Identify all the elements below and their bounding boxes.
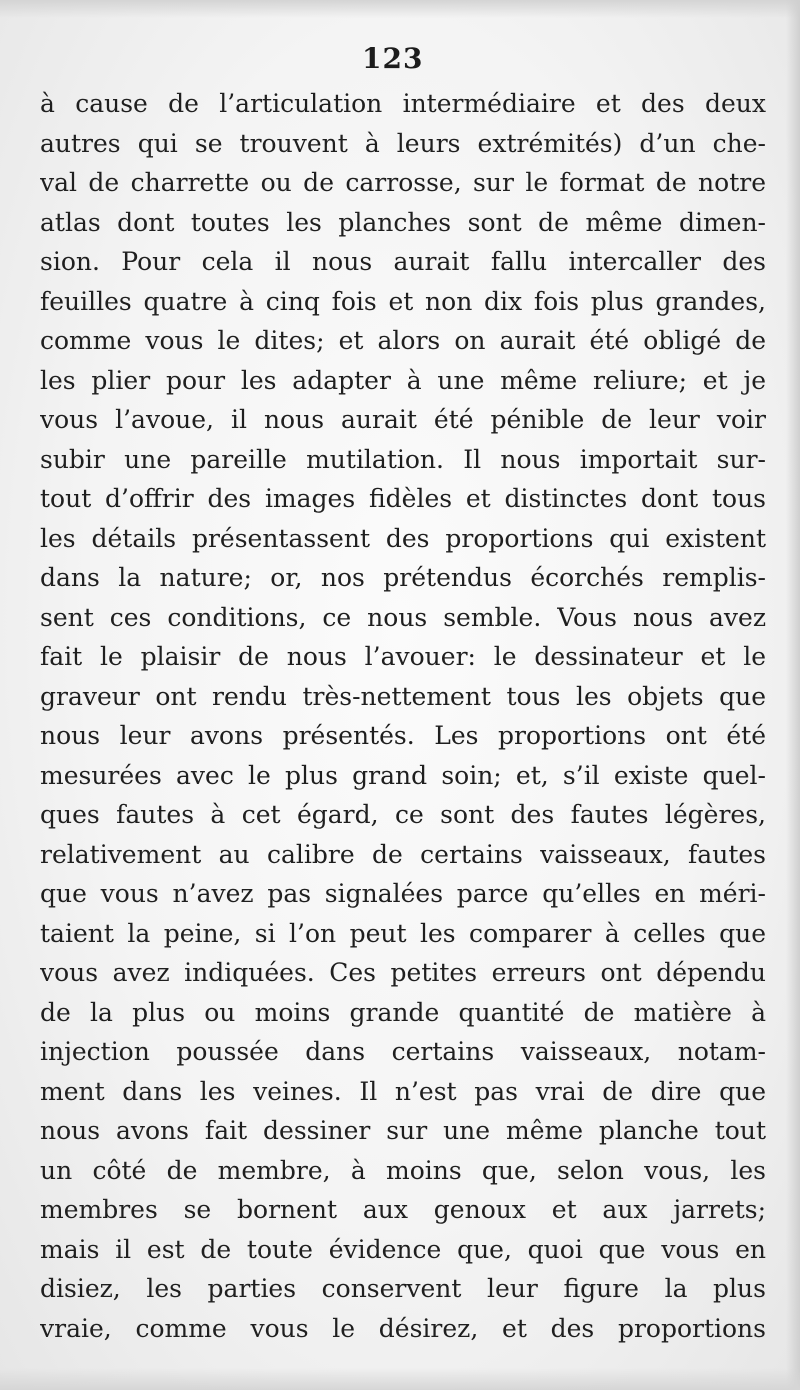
text-line: atlas dont toutes les planches sont de même dimen- — [40, 207, 766, 237]
text-line: fait le plaisir de nous l’avouer: le dessinateur et le — [40, 642, 766, 671]
text-line: val de charrette ou de carrosse, sur le format de notre — [40, 168, 766, 197]
text-line: vous avez indiquées. Ces petites erreurs ont dépendu — [40, 958, 766, 987]
text-line: à cause de l’articulation intermédiaire et des deux — [40, 89, 766, 118]
page-number: 123 — [362, 42, 424, 75]
text-line: sent ces conditions, ce nous semble. Vous nous avez — [40, 602, 766, 632]
text-line: que vous n’avez pas signalées parce qu’elles en méri- — [40, 879, 766, 908]
body-text — [40, 84, 766, 1348]
text-line: injection poussée dans certains vaisseaux, notam- — [40, 1037, 766, 1066]
text-line: comme vous le dites; et alors on aurait été obligé de — [40, 326, 766, 355]
text-line: dans la nature; or, nos prétendus écorchés remplis- — [40, 563, 766, 592]
text-line: les plier pour les adapter à une même reliure; et je — [40, 365, 766, 395]
text-line: de la plus ou moins grande quantité de matière à — [40, 997, 766, 1027]
text-line: tout d’offrir des images fidèles et distinctes dont tous — [40, 484, 766, 513]
text-line: graveur ont rendu très-nettement tous les objets que — [40, 681, 766, 711]
text-line: vous l’avoue, il nous aurait été pénible de leur voir — [40, 405, 766, 434]
text-line: autres qui se trouvent à leurs extrémités) d’un che- — [40, 128, 766, 158]
text-line: vraie, comme vous le désirez, et des proportions — [40, 1313, 766, 1343]
text-line: sion. Pour cela il nous aurait fallu intercaller des — [40, 247, 766, 276]
page-top-shadow — [0, 0, 800, 18]
text-line: ques fautes à cet égard, ce sont des fautes légères, — [40, 800, 766, 829]
text-line: un côté de membre, à moins que, selon vous, les — [40, 1155, 766, 1185]
page-bottom-shadow — [0, 1368, 800, 1390]
text-line: nous leur avons présentés. Les proportions ont été — [40, 721, 766, 750]
text-line: membres se bornent aux genoux et aux jarrets; — [40, 1195, 766, 1224]
text-line: les détails présentassent des proportions qui existent — [40, 523, 766, 553]
text-line: nous avons fait dessiner sur une même planche tout — [40, 1116, 766, 1145]
page-right-shadow — [786, 0, 800, 1390]
text-line: mesurées avec le plus grand soin; et, s’il existe quel- — [40, 760, 766, 790]
text-line: disiez, les parties conservent leur figure la plus — [40, 1274, 766, 1303]
text-line: mais il est de toute évidence que, quoi que vous en — [40, 1234, 766, 1264]
text-line: subir une pareille mutilation. Il nous importait sur- — [40, 444, 766, 474]
text-line: relativement au calibre de certains vaisseaux, fautes — [40, 839, 766, 869]
text-line: feuilles quatre à cinq fois et non dix fois plus grandes, — [40, 286, 766, 316]
text-line: taient la peine, si l’on peut les comparer à celles que — [40, 918, 766, 948]
text-line: ment dans les veines. Il n’est pas vrai de dire que — [40, 1076, 766, 1106]
